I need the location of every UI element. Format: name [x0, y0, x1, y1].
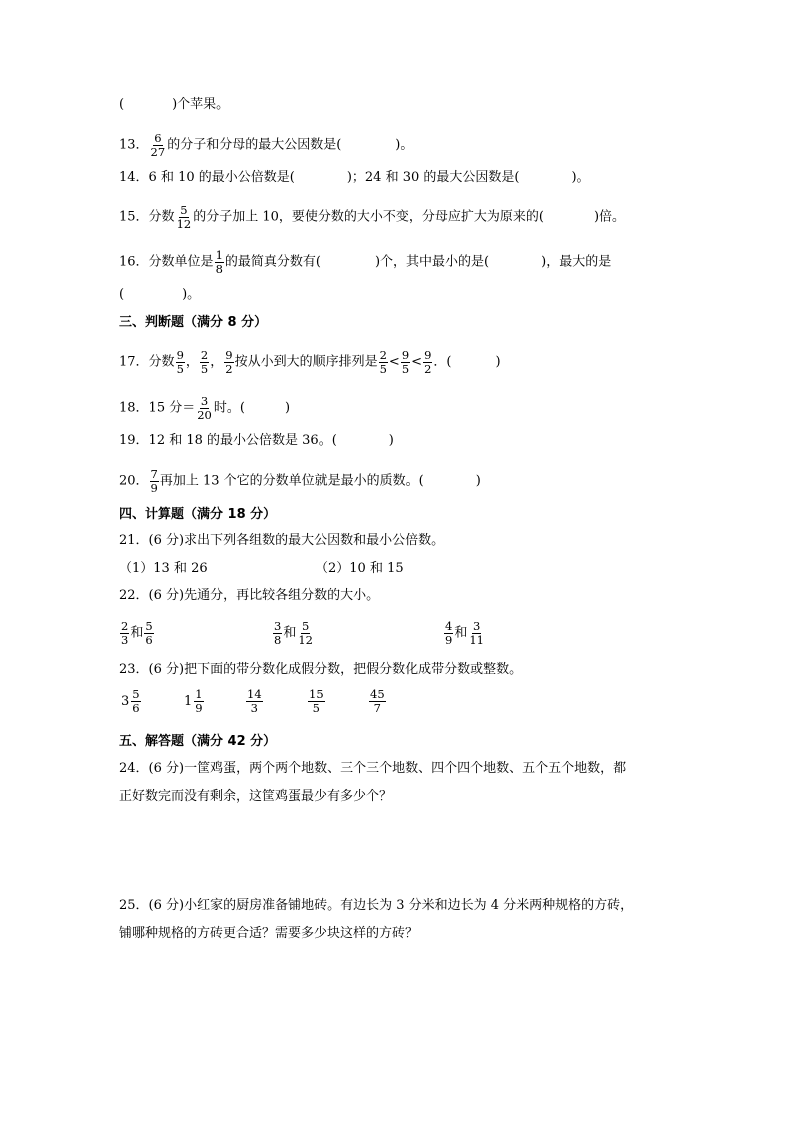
fraction: $\frac{6}{27}$ — [150, 131, 166, 159]
fraction: $\frac{2}{5}$ — [379, 348, 387, 376]
fraction: $\frac{9}{5}$ — [401, 348, 410, 376]
fraction: $\frac{1}{8}$ — [215, 248, 223, 276]
fraction: $\frac{3}{20}$ — [197, 394, 212, 422]
question-19: 19．12 和 18 的最小公倍数是 36。( ) — [119, 433, 394, 448]
fraction-pair: $\frac{2}{3}$ 和 $\frac{5}{6}$ — [121, 619, 153, 647]
question-21: 21．(6 分)求出下列各组数的最大公因数和最小公倍数。 — [119, 533, 445, 548]
q12-tail: ( )个苹果。 — [119, 97, 230, 112]
question-17: 17．分数 $\frac{9}{5}$ ， $\frac{2}{5}$ ， $\frac{9}{2}$ 按从小到大的顺序排列是 $\frac{2}{5}$ < $\frac{9}{5}$ < $\frac{9}{2}$ ．( ) — [119, 348, 501, 376]
mixed-number: 1 1 9 — [184, 687, 203, 715]
question-14: 14．6 和 10 的最小公倍数是( )；24 和 30 的最大公因数是( )。 — [119, 170, 590, 185]
question-18: 18．15 分＝ $\frac{3}{20}$ 时。( ) — [119, 394, 291, 422]
question-20: 20． $\frac{7}{9}$ 再加上 13 个它的分数单位就是最小的质数。( ) — [119, 467, 481, 495]
question-15: 15．分数 $\frac{5}{12}$ 的分子加上 10，要使分数的大小不变，分母应扩大为原来的( )倍。 — [119, 203, 626, 231]
question-22-pairs — [119, 620, 519, 654]
section-heading: 五、解答题（满分 42 分） — [119, 734, 277, 749]
question-25: 25．(6 分)小红家的厨房准备铺地砖。有边长为 3 分米和边长为 4 分米两种规格的方砖， — [119, 898, 634, 913]
question-23-items — [119, 688, 419, 722]
question-16-tail: ( )。 — [119, 287, 201, 302]
fraction: $\frac{9}{2}$ — [424, 348, 432, 376]
section-heading: 三、判断题（满分 8 分） — [119, 315, 268, 330]
question-25-line2: 铺哪种规格的方砖更合适？需要多少块这样的方砖？ — [119, 926, 419, 941]
fraction: $\frac{5}{12}$ — [176, 203, 192, 231]
improper-fraction: 15 5 — [309, 687, 324, 715]
question-13: 13． $\frac{6}{27}$ 的分子和分母的最大公因数是( )。 — [119, 131, 414, 159]
fraction: $\frac{7}{9}$ — [150, 467, 158, 495]
question-24: 24．(6 分)一筐鸡蛋，两个两个地数、三个三个地数、四个四个地数、五个五个地数，都 — [119, 761, 627, 776]
sub-question: （1）13 和 26 — [119, 561, 208, 576]
fraction: $\frac{9}{2}$ — [225, 348, 233, 376]
question-22: 22．(6 分)先通分，再比较各组分数的大小。 — [119, 588, 380, 603]
question-23: 23．(6 分)把下面的带分数化成假分数，把假分数化成带分数或整数。 — [119, 662, 523, 677]
improper-fraction: 14 3 — [247, 687, 262, 715]
section-heading: 四、计算题（满分 18 分） — [119, 507, 277, 522]
fraction-pair: $\frac{3}{8}$ 和 $\frac{5}{12}$ — [274, 619, 313, 647]
mixed-number: 3 5 6 — [121, 687, 140, 715]
fraction-pair: $\frac{4}{9}$ 和 $\frac{3}{11}$ — [445, 619, 484, 647]
sub-question: （2）10 和 15 — [315, 561, 404, 576]
question-16: 16．分数单位是 $\frac{1}{8}$ 的最简真分数有( )个，其中最小的是( )，最大的是 — [119, 248, 612, 276]
improper-fraction: 45 7 — [370, 687, 385, 715]
question-24-line2: 正好数完而没有剩余，这筐鸡蛋最少有多少个？ — [119, 789, 393, 804]
fraction: $\frac{2}{5}$ — [200, 348, 209, 376]
fraction: $\frac{9}{5}$ — [176, 348, 184, 376]
